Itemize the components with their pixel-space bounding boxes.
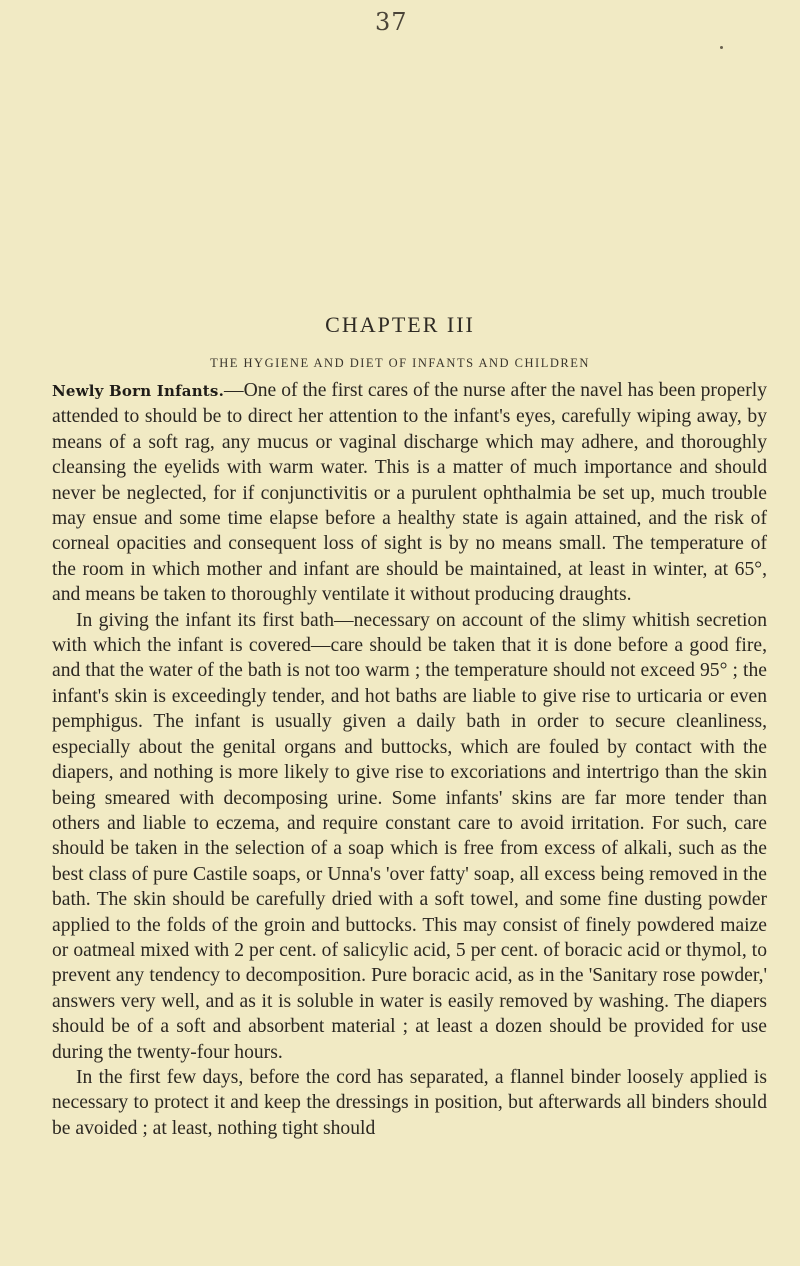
print-speck [720, 46, 723, 49]
page-number: 37 [375, 8, 408, 36]
paragraph-1 [52, 378, 767, 608]
body-text [52, 378, 767, 1141]
chapter-title: THE HYGIENE AND DIET OF INFANTS AND CHILDREN [210, 356, 590, 370]
paragraph-2: In giving the infant its first bath—necessary on account of the slimy whitish secretion with which the infant is covered—care should be taken that it is done before a good fire, and that the water of the bath is not too warm ; the temperature should not exceed 95° ; the infant's skin is exceedingly tender, and hot baths are liable to give rise to urticaria or even pemphigus. The infant is usually given a daily bath in order to secure cleanliness, especially about the genital organs and buttocks, which are fouled by contact with the diapers, and nothing is more likely to give rise to excoriations and intertrigo than the skin being smeared with decomposing urine. Some infants' skins are far more tender than others and liable to eczema, and require constant care to avoid irritation. For such, care should be taken in the selection of a soap which is free from excess of alkali, such as the best class of pure Castile soaps, or Unna's 'over fatty' soap, all excess being removed in the bath. The skin should be carefully dried with a soft towel, and some fine dusting powder applied to the folds of the groin and buttocks. This may consist of finely powdered maize or oatmeal mixed with 2 per cent. of salicylic acid, 5 per cent. of boracic acid or thymol, to prevent any tendency to decomposition. Pure boracic acid, as in the 'Sanitary rose powder,' answers very well, and as it is soluble in water is easily removed by washing. The diapers should be of a soft and absorbent material ; at least a dozen should be provided for use during the twenty-four hours. [52, 609, 767, 1063]
chapter-heading: CHAPTER III [325, 312, 475, 337]
paragraph-3: In the first few days, before the cord has separated, a flannel binder loosely applied is necessary to protect it and keep the dressings in position, but afterwards all binders should be avoided ; at least, nothing tight should [52, 1066, 767, 1139]
section-lead-in: Newly Born Infants. [52, 382, 225, 400]
paragraph-1-text: —One of the first cares of the nurse after the navel has been properly attended to should be to direct her attention to the infant's eyes, carefully wiping away, by means of a soft rag, any mucus or vaginal discharge which may adhere, and thoroughly cleansing the eyelids with warm water. This is a matter of much importance and should never be neglected, for if conjunctivitis or a purulent ophthalmia be set up, much trouble may ensue and some time elapse before a healthy state is again attained, and the risk of corneal opacities and consequent loss of sight is by no means small. The temperature of the room in which mother and infant are should be maintained, at least in winter, at 65°, and means be taken to thoroughly ventilate it without producing draughts. [52, 380, 768, 606]
